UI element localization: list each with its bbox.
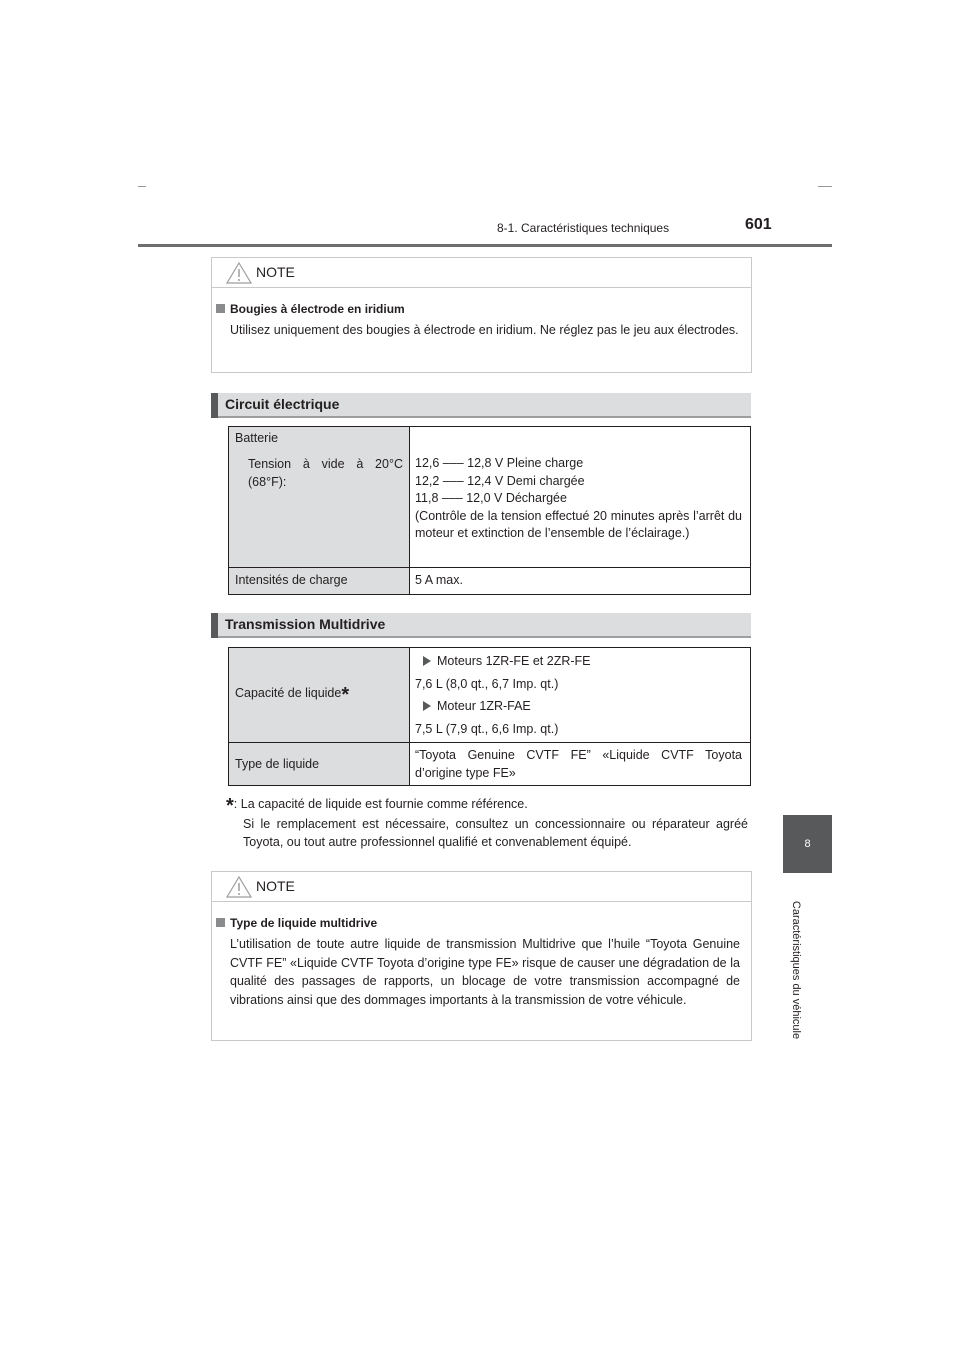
- charge-label: Intensités de charge: [235, 573, 348, 587]
- note-title: NOTE: [256, 878, 295, 894]
- type-value: “Toyota Genuine CVTF FE” «Liquide CVTF Toyota d’origine type FE»: [415, 748, 742, 780]
- note-box-iridium: [211, 257, 752, 373]
- battery-label-cell: [229, 427, 410, 568]
- capacity-label: Capacité de liquide: [235, 685, 342, 700]
- section-heading-transmission: [211, 613, 751, 638]
- table-row: [229, 648, 751, 743]
- table-row: [229, 743, 751, 786]
- note-subtitle: [216, 302, 405, 316]
- warning-icon: [226, 262, 252, 284]
- table-row: [229, 427, 751, 568]
- section-heading-electric: [211, 393, 751, 418]
- footnote-star: *: [226, 795, 234, 817]
- charge-value-cell: [410, 568, 751, 595]
- battery-value-cell: [410, 427, 751, 568]
- header-rule: [138, 244, 832, 247]
- note-title: NOTE: [256, 264, 295, 280]
- charge-label-cell: [229, 568, 410, 595]
- footnote-line2: Si le remplacement est nécessaire, consultez un concessionnaire ou réparateur agréé Toyota, ou tout autre professionnel qualifié et convenablement équipé.: [243, 817, 748, 849]
- footnote-star: *: [341, 683, 350, 706]
- note-subtitle: [216, 916, 377, 930]
- heading-bar: [211, 393, 218, 418]
- battery-label: Batterie: [235, 431, 279, 445]
- crop-mark-left: [138, 186, 146, 187]
- page-number: 601: [745, 216, 772, 233]
- note-box-fluid: [211, 871, 752, 1041]
- note-header: [212, 872, 751, 902]
- engine1-value: 7,6 L (8,0 qt., 6,7 Imp. qt.): [415, 677, 559, 691]
- note-subtitle-text: Type de liquide multidrive: [230, 916, 378, 930]
- electric-spec-table: [228, 426, 751, 595]
- note-text: Utilisez uniquement des bougies à électrode en iridium. Ne réglez pas le jeu aux électrodes.: [230, 323, 739, 337]
- heading-text: Circuit électrique: [225, 396, 340, 412]
- voltage-line-full: 12,6 ––– 12,8 V Pleine charge: [415, 456, 584, 470]
- footnote-line1: : La capacité de liquide est fournie comme référence.: [233, 797, 528, 811]
- capacity-value-cell: [410, 648, 751, 743]
- note-header: [212, 258, 751, 288]
- crop-mark-right: [818, 186, 832, 187]
- engine2-value: 7,5 L (7,9 qt., 6,6 Imp. qt.): [415, 722, 559, 736]
- chapter-tab: 8: [783, 815, 832, 873]
- square-bullet-icon: [216, 304, 225, 313]
- charge-value: 5 A max.: [415, 573, 463, 587]
- square-bullet-icon: [216, 918, 225, 927]
- table-row: [229, 568, 751, 595]
- triangle-bullet-icon: [423, 701, 431, 711]
- voltage-note: (Contrôle de la tension effectué 20 minutes après l’arrêt du moteur et extinction de l’ensemble de l’éclairage.): [415, 508, 742, 540]
- type-value-cell: [410, 743, 751, 786]
- engine1-label: Moteurs 1ZR-FE et 2ZR-FE: [437, 654, 591, 668]
- voltage-label: Tension à vide à 20°C (68°F):: [248, 457, 403, 489]
- type-label: Type de liquide: [235, 757, 320, 771]
- chapter-label-text: Caractéristiques du véhicule: [790, 900, 802, 1040]
- transmission-spec-table: [228, 647, 751, 786]
- note-text: L’utilisation de toute autre liquide de transmission Multidrive que l’huile “Toyota Genuine CVTF FE” «Liquide CVTF Toyota d’origine type FE» risque de causer une dégradation de la qualité des passages de rapports, un blocage de votre transmission accompagné de vibrations ainsi que des dommages importants à la transmission de votre véhicule.: [230, 937, 740, 1007]
- chapter-label: [766, 890, 826, 1050]
- triangle-bullet-icon: [423, 656, 431, 666]
- capacity-label-cell: [229, 648, 410, 743]
- footnote: [226, 795, 748, 851]
- engine2-label: Moteur 1ZR-FAE: [437, 699, 531, 713]
- section-title: 8-1. Caractéristiques techniques: [497, 221, 670, 235]
- voltage-line-discharged: 11,8 ––– 12,0 V Déchargée: [415, 491, 567, 505]
- type-label-cell: [229, 743, 410, 786]
- note-subtitle-text: Bougies à électrode en iridium: [230, 302, 405, 316]
- heading-text: Transmission Multidrive: [225, 616, 386, 632]
- warning-icon: [226, 876, 252, 898]
- voltage-line-half: 12,2 ––– 12,4 V Demi chargée: [415, 473, 585, 488]
- heading-bar: [211, 613, 218, 638]
